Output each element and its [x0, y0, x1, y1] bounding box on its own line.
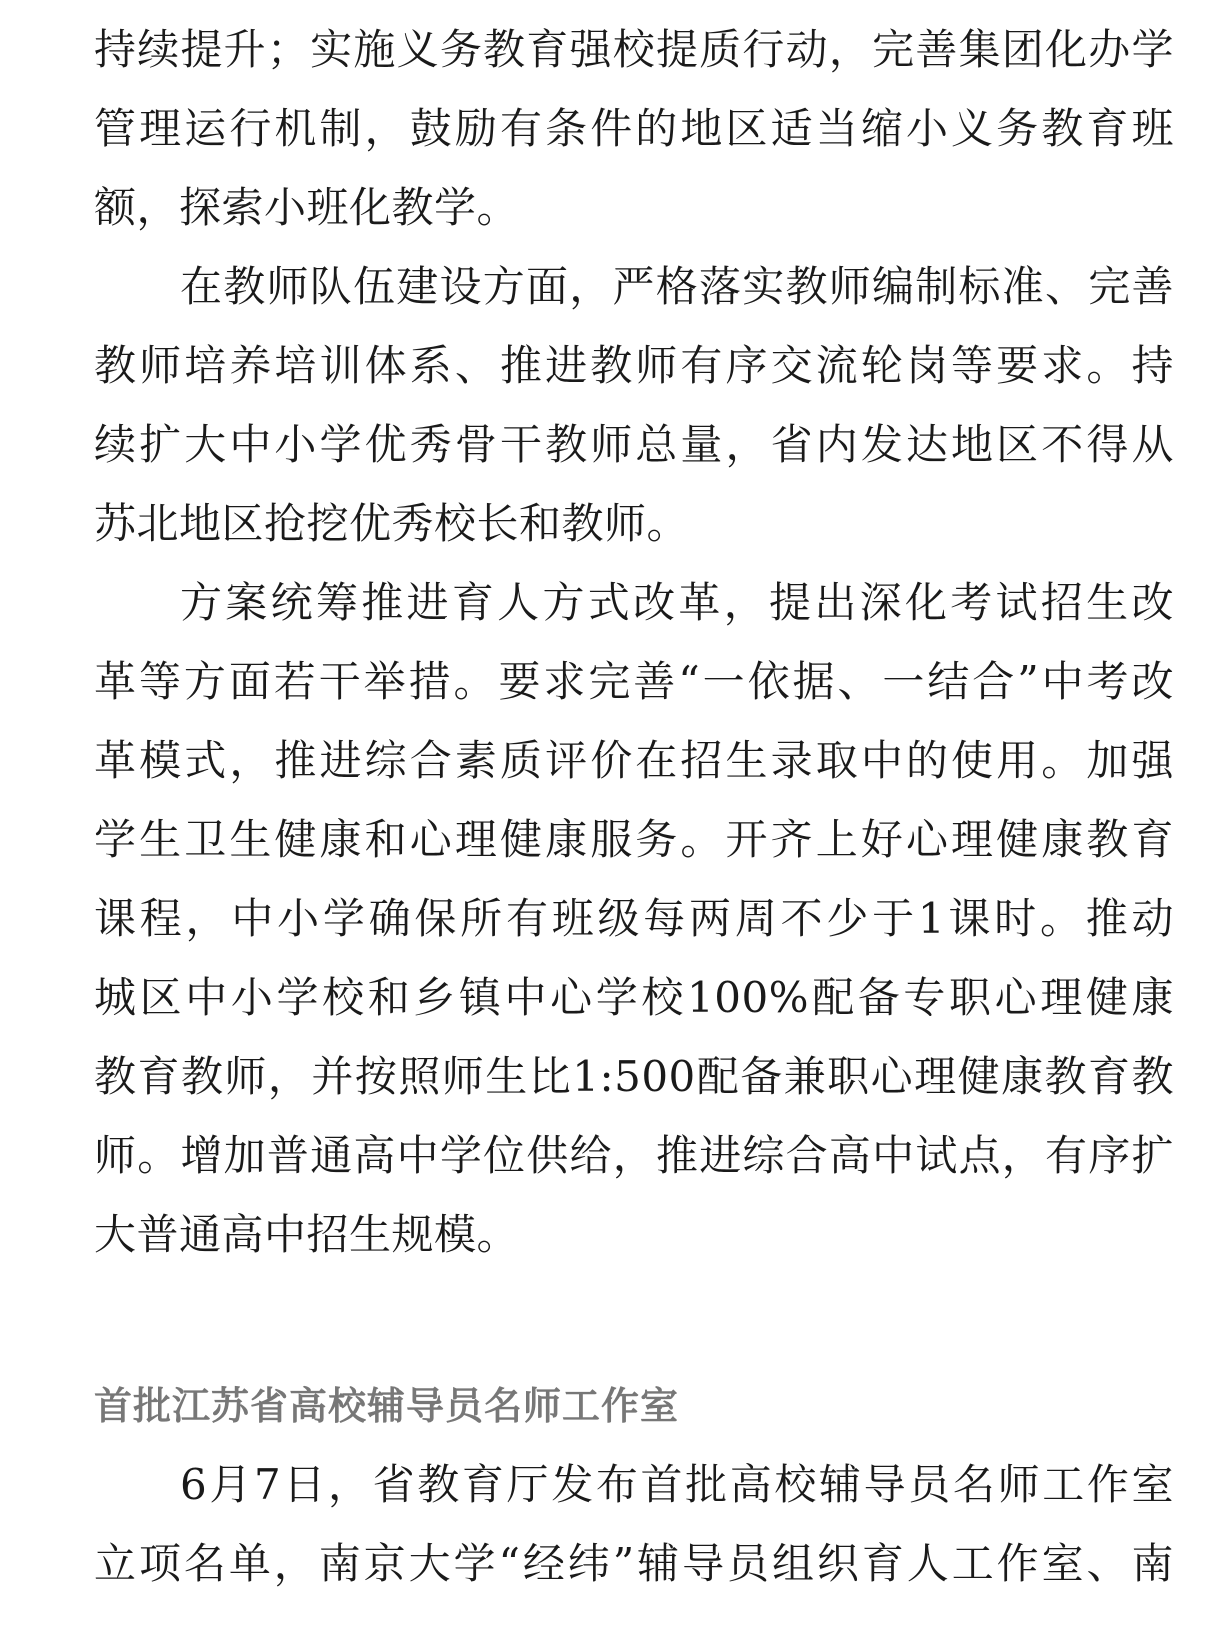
paragraph-line: 方案统筹推进育人方式改革，提出深化考试招生改 — [180, 578, 1174, 627]
paragraph-line: 课程，中小学确保所有班级每两周不少于1课时。推动 — [94, 894, 1174, 943]
paragraph-line: 学生卫生健康和心理健康服务。开齐上好心理健康教育 — [94, 815, 1174, 864]
paragraph-line: 6月7日，省教育厅发布首批高校辅导员名师工作室 — [180, 1460, 1174, 1509]
paragraph-line: 持续提升；实施义务教育强校提质行动，完善集团化办学 — [94, 25, 1174, 74]
paragraph-line: 额，探索小班化教学。 — [94, 183, 520, 232]
paragraph-line: 教师培养培训体系、推进教师有序交流轮岗等要求。持 — [94, 341, 1174, 390]
paragraph-line: 立项名单，南京大学“经纬”辅导员组织育人工作室、南 — [94, 1539, 1174, 1588]
paragraph-line: 续扩大中小学优秀骨干教师总量，省内发达地区不得从 — [94, 420, 1174, 469]
paragraph-line: 城区中小学校和乡镇中心学校100%配备专职心理健康 — [94, 973, 1174, 1022]
paragraph-line: 在教师队伍建设方面，严格落实教师编制标准、完善 — [180, 262, 1174, 311]
paragraph-line: 管理运行机制，鼓励有条件的地区适当缩小义务教育班 — [94, 104, 1174, 153]
paragraph-line: 教育教师，并按照师生比1:500配备兼职心理健康教育教 — [94, 1052, 1174, 1101]
paragraph-line: 师。增加普通高中学位供给，推进综合高中试点，有序扩 — [94, 1131, 1174, 1180]
paragraph-line: 大普通高中招生规模。 — [94, 1210, 520, 1259]
paragraph-line: 革模式，推进综合素质评价在招生录取中的使用。加强 — [94, 736, 1174, 785]
paragraph-line: 苏北地区抢挖优秀校长和教师。 — [94, 499, 690, 548]
paragraph-line: 革等方面若干举措。要求完善“一依据、一结合”中考改 — [94, 657, 1174, 706]
section-heading: 首批江苏省高校辅导员名师工作室 — [94, 1384, 680, 1428]
